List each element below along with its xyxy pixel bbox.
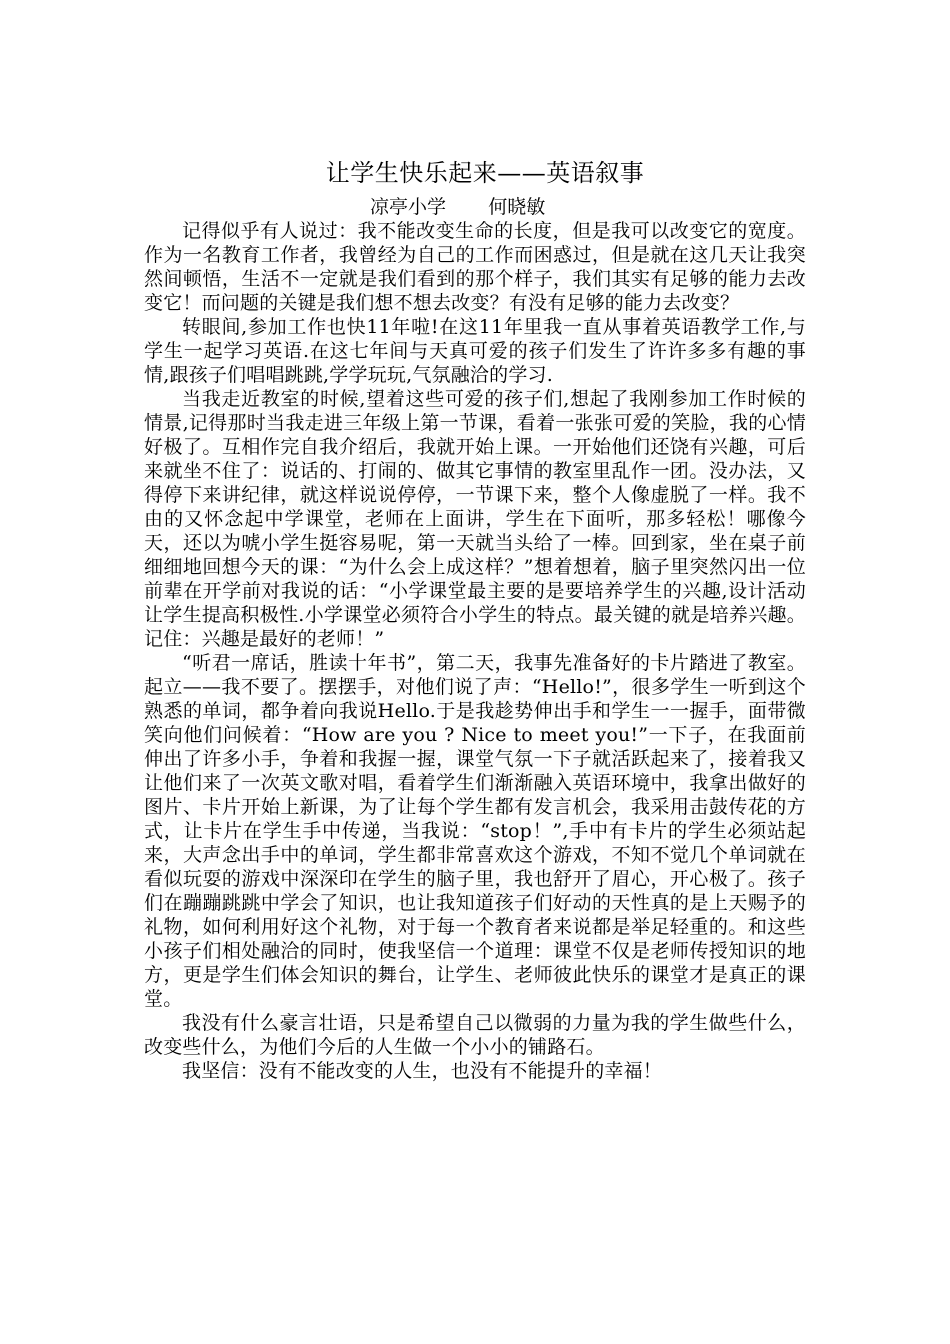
document-page bbox=[144, 155, 806, 1083]
paragraph: “听君一席话，胜读十年书”，第二天，我事先准备好的卡片踏进了教室。起立——我不要了。摆摆手，对他们说了声：“Hello!”，很多学生一听到这个熟悉的单词，都争着向我说Hello.于是我趁势伸出手和学生一一握手，面带微笑向他们问候着：“How are you ? Nice to meet you!”一下子，在我面前伸出了许多小手，争着和我握一握，课堂气氛一下子就活跃起来了，接着我又让他们来了一次英文歌对唱，看着学生们渐渐融入英语环境中，我拿出做好的图片、卡片开始上新课，为了让每个学生都有发言机会，我采用击鼓传花的方式，让卡片在学生手中传递，当我说：“stop！”,手中有卡片的学生必须站起来，大声念出手中的单词，学生都非常喜欢这个游戏，不知不觉几个单词就在看似玩耍的游戏中深深印在学生的脑子里，我也舒开了眉心，开心极了。孩子们在蹦蹦跳跳中学会了知识，也让我知道孩子们好动的天性真的是上天赐予的礼物，如何利用好这个礼物，对于每一个教育者来说都是举足轻重的。和这些小孩子们相处融洽的同时，使我坚信一个道理：课堂不仅是老师传授知识的地方，更是学生们体会知识的舞台，让学生、老师彼此快乐的课堂才是真正的课堂。 bbox=[144, 652, 806, 1010]
paragraph: 记得似乎有人说过：我不能改变生命的长度，但是我可以改变它的宽度。作为一名教育工作者，我曾经为自己的工作而困惑过，但是就在这几天让我突然间顿悟，生活不一定就是我们看到的那个样子，我们其实有足够的能力去改变它！而问题的关键是我们想不想去改变？有没有足够的能力去改变？ bbox=[144, 220, 806, 314]
document-title: 让学生快乐起来——英语叙事 bbox=[325, 159, 645, 187]
paragraph: 我坚信：没有不能改变的人生，也没有不能提升的幸福！ bbox=[182, 1060, 663, 1082]
author-line: 凉亭小学 何晓敏 bbox=[370, 196, 546, 218]
paragraph: 当我走近教室的时候,望着这些可爱的孩子们,想起了我刚参加工作时候的情景,记得那时当我走进三年级上第一节课，看着一张张可爱的笑脸，我的心情好极了。互相作完自我介绍后，我就开始上课。一开始他们还饶有兴趣，可后来就坐不住了：说话的、打闹的、做其它事情的教室里乱作一团。没办法，又得停下来讲纪律，就这样说说停停，一节课下来，整个人像虚脱了一样。我不由的又怀念起中学课堂，老师在上面讲，学生在下面听，那多轻松！哪像今天，还以为唬小学生挺容易呢，第一天就当头给了一棒。回到家，坐在桌子前细细地回想今天的课：“为什么会上成这样？”想着想着，脑子里突然闪出一位前辈在开学前对我说的话：“小学课堂最主要的是要培养学生的兴趣,设计活动让学生提高积极性.小学课堂必须符合小学生的特点。最关键的就是培养兴趣。记住：兴趣是最好的老师！” bbox=[144, 388, 806, 650]
paragraph: 转眼间,参加工作也快11年啦!在这11年里我一直从事着英语教学工作,与学生一起学习英语.在这七年间与天真可爱的孩子们发生了许许多多有趣的事情,跟孩子们唱唱跳跳,学学玩玩,气氛融洽的学习. bbox=[144, 316, 806, 386]
paragraph: 我没有什么豪言壮语，只是希望自己以微弱的力量为我的学生做些什么，改变些什么，为他们今后的人生做一个小小的铺路石。 bbox=[144, 1012, 806, 1058]
